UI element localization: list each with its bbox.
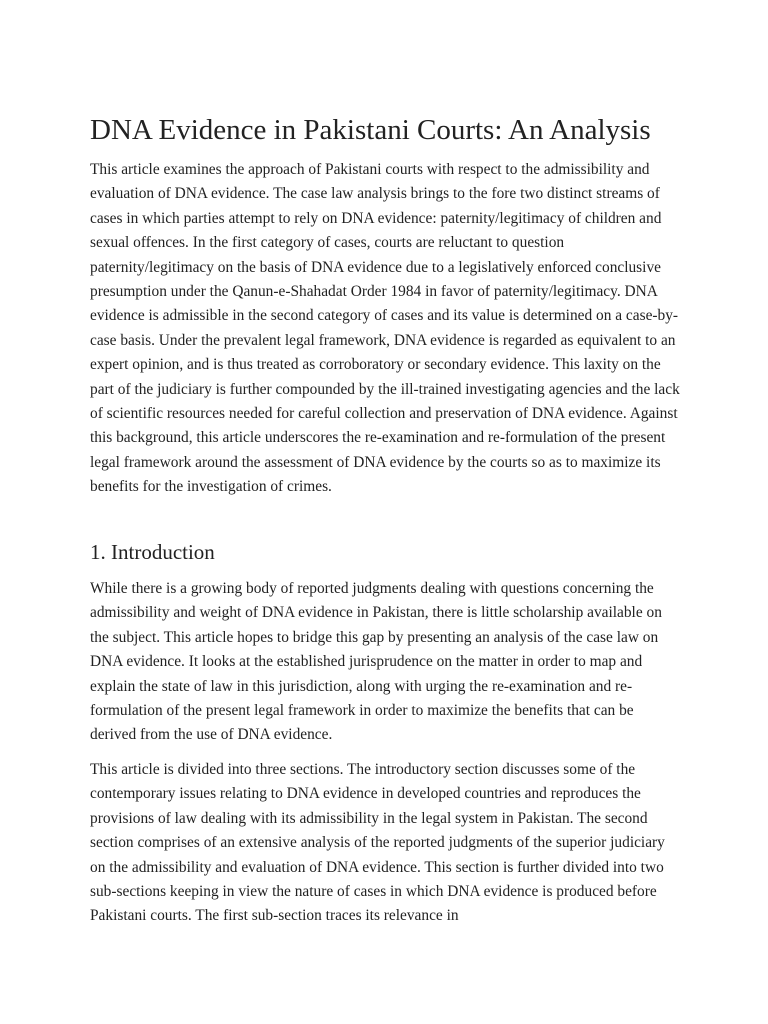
introduction-paragraph-2: This article is divided into three sections. The introductory section discusses some of the contemporary issues relating to DNA evidence in developed countries and reproduces the provisions of law dealing with its admissibility in the legal system in Pakistan. The second section comprises of an extensive analysis of the reported judgments of the superior judiciary on the admissibility and evaluation of DNA evidence. This section is further divided into two sub-sections keeping in view the nature of cases in which DNA evidence is produced before Pakistani courts. The first sub-section traces its relevance in [90, 761, 665, 925]
article-title: DNA Evidence in Pakistani Courts: An Analysis [90, 114, 651, 146]
article-abstract: This article examines the approach of Pakistani courts with respect to the admissibility and evaluation of DNA evidence. The case law analysis brings to the fore two distinct streams of cases in which parties attempt to rely on DNA evidence: paternity/legitimacy of children and sexual offences. In the first category of cases, courts are reluctant to question paternity/legitimacy on the basis of DNA evidence due to a legislatively enforced conclusive presumption under the Qanun-e-Shahadat Order 1984 in favor of paternity/legitimacy. DNA evidence is admissible in the second category of cases and its value is determined on a case-by-case basis. Under the prevalent legal framework, DNA evidence is regarded as equivalent to an expert opinion, and is thus treated as corroboratory or secondary evidence. This laxity on the part of the judiciary is further compounded by the ill-trained investigating agencies and the lack of scientific resources needed for careful collection and preservation of DNA evidence. Against this background, this article underscores the re-examination and re-formulation of the present legal framework around the assessment of DNA evidence by the courts so as to maximize its benefits for the investigation of crimes. [90, 161, 680, 496]
introduction-paragraph-1: While there is a growing body of reported judgments dealing with questions concerning the admissibility and weight of DNA evidence in Pakistan, there is little scholarship available on the subject. This article hopes to bridge this gap by presenting an analysis of the case law on DNA evidence. It looks at the established jurisprudence on the matter in order to map and explain the state of law in this jurisdiction, along with urging the re-examination and re-formulation of the present legal framework in order to maximize the benefits that can be derived from the use of DNA evidence. [90, 580, 662, 744]
section-heading-introduction: 1. Introduction [90, 540, 215, 564]
